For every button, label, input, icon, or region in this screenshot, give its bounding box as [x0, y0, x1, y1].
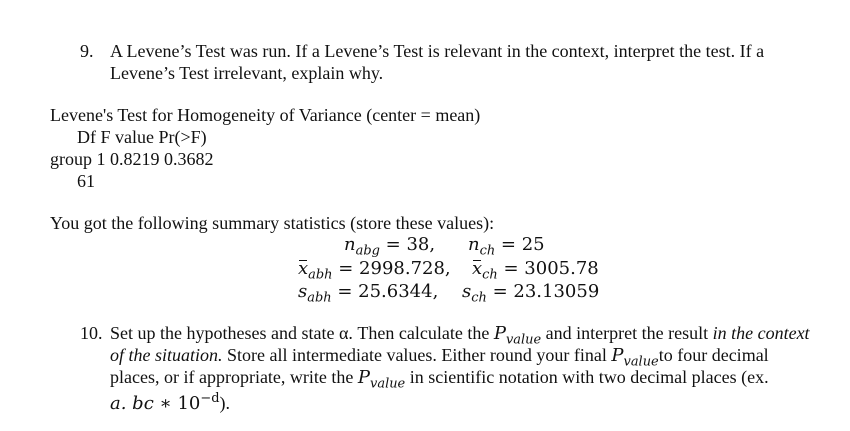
levene-header: Df F value Pr(>F) — [77, 127, 207, 147]
q9-number: 9. — [80, 41, 94, 61]
stat-xbar-abh: $x_{abh} = 2998.728$, — [298, 258, 451, 283]
stat-s-ch: $s_{ch} = 23.13059$ — [462, 281, 600, 306]
q9-text-1: A Levene’s Test was run. If a Levene’s Test is relevant in the context, interpret the test. If a — [110, 41, 765, 61]
q9-line-1 — [80, 40, 765, 62]
stat-xbar-ch: $x_{ch} = 3005.78$ — [472, 258, 599, 283]
levene-title: Levene's Test for Homogeneity of Variance (center = mean) — [50, 105, 481, 125]
q9-text-2: Levene’s Test irrelevant, explain why. — [110, 63, 384, 83]
q10-line-2: of the situation. Store all intermediate values. Either round your final $P_{value}to$ four decimal — [110, 345, 769, 370]
stat-s-abh: $s_{abh} = 25.6344$, — [298, 281, 439, 306]
levene-residual-row: 61 — [77, 171, 95, 191]
q10-line-1: 10. Set up the hypotheses and state α. Then calculate the $P_{value}$ and interpret the result in the context — [80, 323, 810, 348]
stat-n-ch: $n_{ch} = 25$ — [468, 234, 545, 259]
stat-n-abg: $n_{abg} = 38$, — [344, 234, 436, 259]
q10-line-4: a. bc ∗ $10^{-d}$). — [110, 391, 231, 415]
summary-intro: You got the following summary statistics (store these values): — [50, 213, 495, 233]
q10-line-3: places, or if appropriate, write the $P_{value}$ in scientific notation with two decimal places (ex. — [110, 367, 769, 392]
q10-number: 10. — [80, 323, 103, 343]
levene-group-row: group 1 0.8219 0.3682 — [50, 149, 214, 169]
